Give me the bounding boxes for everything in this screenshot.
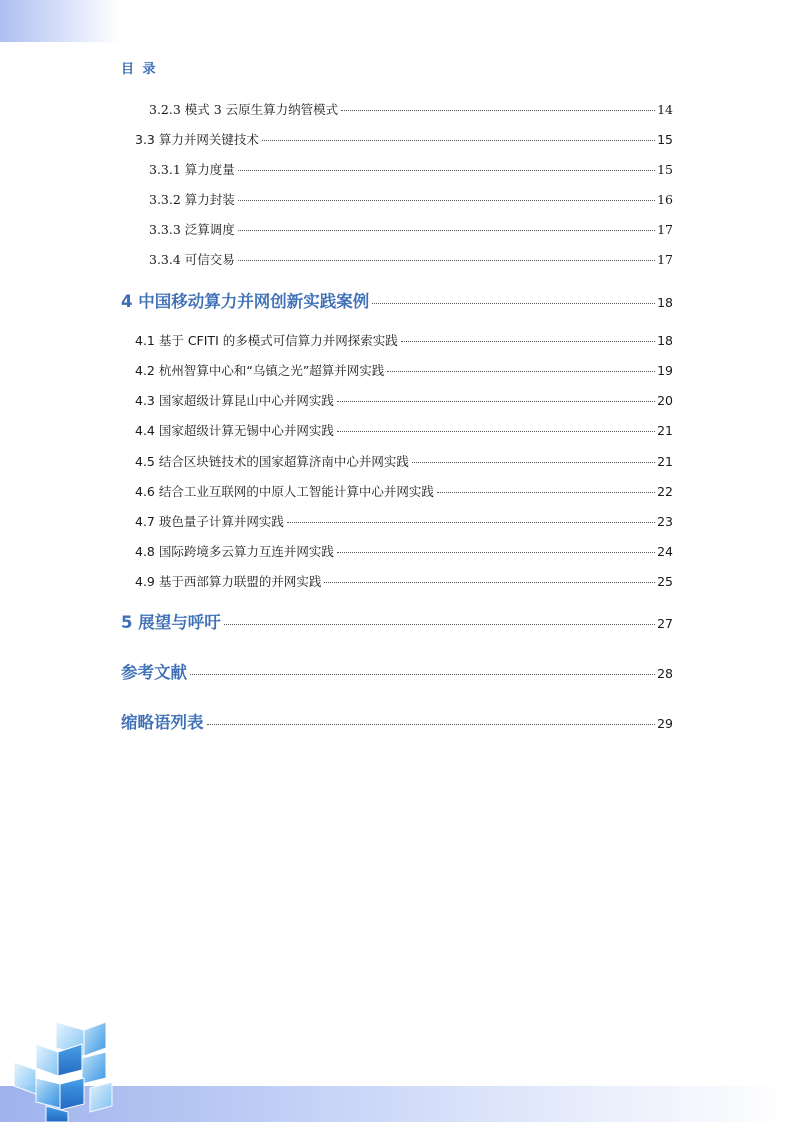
toc-entry-4-3[interactable] <box>135 391 673 409</box>
toc-entry-page: 22 <box>657 484 673 499</box>
toc-leader-dots <box>337 551 655 553</box>
toc-leader-dots <box>287 521 655 523</box>
toc-entry-3-3-3[interactable] <box>149 220 673 238</box>
toc-entry-label: 4 中国移动算力并网创新实践案例 <box>121 292 370 311</box>
toc-entry-label: 4.2 杭州智算中心和“乌镇之光”超算并网实践 <box>135 363 385 378</box>
toc-entry-label: 4.1 基于 CFITI 的多模式可信算力并网探索实践 <box>135 333 398 348</box>
toc-leader-dots <box>337 430 655 432</box>
toc-entry-page: 14 <box>657 102 673 117</box>
toc-entry-label: 3.3.3 泛算调度 <box>149 222 235 237</box>
toc-entry-4-7[interactable] <box>135 512 673 530</box>
toc-leader-dots <box>207 723 656 725</box>
toc-entry-4-2[interactable] <box>135 361 673 379</box>
toc-entry-label: 4.4 国家超级计算无锡中心并网实践 <box>135 423 334 438</box>
toc-entry-page: 17 <box>657 252 673 267</box>
toc-leader-dots <box>324 581 655 583</box>
toc-entry-label: 4.6 结合工业互联网的中原人工智能计算中心并网实践 <box>135 484 434 499</box>
toc-entry-page: 18 <box>657 295 673 310</box>
toc-entry-4-9[interactable] <box>135 572 673 590</box>
toc-leader-dots <box>238 229 655 231</box>
toc-entry-3-3-4[interactable] <box>149 250 673 268</box>
toc-entry-page: 19 <box>657 363 673 378</box>
toc-leader-dots <box>238 259 655 261</box>
toc-entry-3-3-2[interactable] <box>149 190 673 208</box>
toc-leader-dots <box>341 109 655 111</box>
toc-entry-label: 3.3 算力并网关键技术 <box>135 132 259 147</box>
toc-leader-dots <box>262 139 655 141</box>
toc-entry-4-6[interactable] <box>135 482 673 500</box>
toc-entry-page: 27 <box>657 616 673 631</box>
toc-entry-chapter-4[interactable] <box>121 288 673 312</box>
cube-logo-icon <box>6 1018 116 1122</box>
toc-entry-label: 4.5 结合区块链技术的国家超算济南中心并网实践 <box>135 454 409 469</box>
toc-leader-dots <box>224 623 655 625</box>
toc-entry-abbreviations[interactable] <box>121 709 673 733</box>
toc-leader-dots <box>238 169 655 171</box>
toc-entry-3-2-3[interactable] <box>149 100 673 118</box>
toc-leader-dots <box>337 400 655 402</box>
toc-entry-label: 3.3.4 可信交易 <box>149 252 235 267</box>
toc-entry-chapter-5[interactable] <box>121 609 673 633</box>
toc-entry-page: 21 <box>657 423 673 438</box>
toc-entry-page: 15 <box>657 162 673 177</box>
toc-leader-dots <box>437 491 655 493</box>
toc-entry-3-3-1[interactable] <box>149 160 673 178</box>
toc-entry-page: 24 <box>657 544 673 559</box>
toc-entry-4-8[interactable] <box>135 542 673 560</box>
toc-entry-page: 16 <box>657 192 673 207</box>
toc-entry-page: 28 <box>657 666 673 681</box>
toc-entry-page: 23 <box>657 514 673 529</box>
toc-leader-dots <box>238 199 655 201</box>
toc-entry-4-4[interactable] <box>135 421 673 439</box>
toc-entry-label: 3.3.2 算力封装 <box>149 192 235 207</box>
toc-entry-label: 4.9 基于西部算力联盟的并网实践 <box>135 574 322 589</box>
toc-entry-label: 4.7 玻色量子计算并网实践 <box>135 514 284 529</box>
toc-entry-page: 15 <box>657 132 673 147</box>
toc-header: 目 录 <box>121 62 158 77</box>
toc-entry-4-5[interactable] <box>135 452 673 470</box>
toc-entry-3-3[interactable] <box>135 130 673 148</box>
toc-leader-dots <box>372 302 655 304</box>
toc-leader-dots <box>190 673 655 675</box>
toc-entry-label: 5 展望与呼吁 <box>121 613 221 632</box>
toc-leader-dots <box>401 340 655 342</box>
toc-entry-page: 18 <box>657 333 673 348</box>
bottom-gradient-band <box>0 1086 793 1122</box>
toc-entry-page: 29 <box>657 716 673 731</box>
toc-entry-page: 20 <box>657 393 673 408</box>
toc-entry-label: 4.3 国家超级计算昆山中心并网实践 <box>135 393 334 408</box>
toc-leader-dots <box>412 461 655 463</box>
toc-entry-label: 3.3.1 算力度量 <box>149 162 235 177</box>
toc-entry-label: 参考文献 <box>121 663 187 682</box>
toc-entry-page: 21 <box>657 454 673 469</box>
toc-entry-page: 17 <box>657 222 673 237</box>
toc-entry-label: 3.2.3 模式 3 云原生算力纳管模式 <box>149 102 339 117</box>
toc-entry-references[interactable] <box>121 659 673 683</box>
toc-entry-label: 缩略语列表 <box>121 713 204 732</box>
toc-entry-4-1[interactable] <box>135 331 673 349</box>
toc-entry-label: 4.8 国际跨境多云算力互连并网实践 <box>135 544 334 559</box>
toc-leader-dots <box>387 370 655 372</box>
toc-entry-page: 25 <box>657 574 673 589</box>
